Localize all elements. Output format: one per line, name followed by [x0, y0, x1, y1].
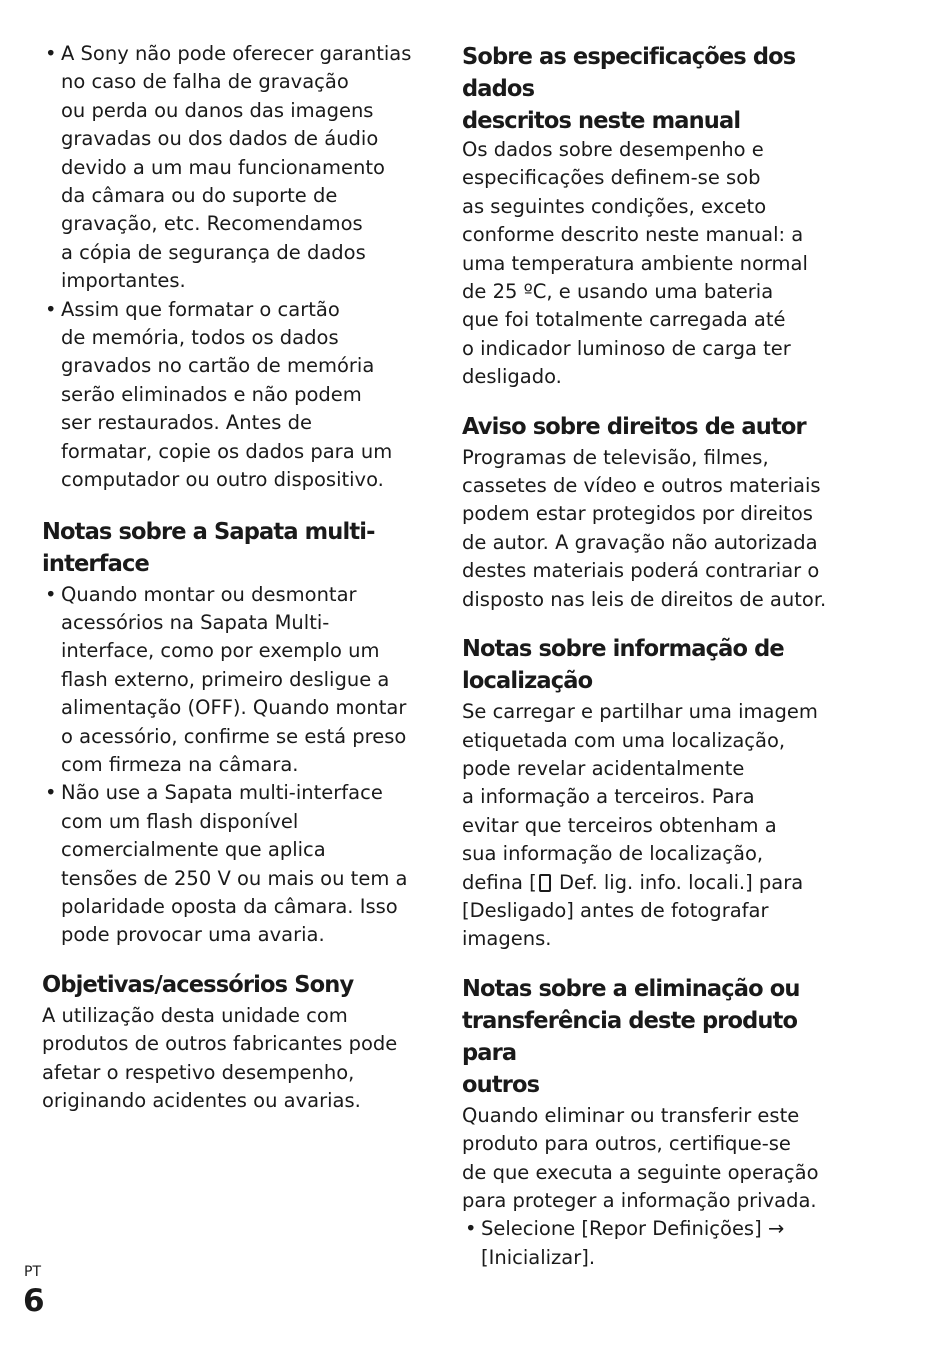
section-localizacao	[462, 632, 842, 954]
text-before-icon: Se carregar e partilhar uma imagem etiquetada com uma localização, pode revelar acidentalmente a informação a terceiros. Para evitar que terceiros obtenham a sua informação de localização, defina [	[462, 700, 818, 894]
section-heading: Notas sobre a Sapata multi- interface	[42, 516, 375, 577]
section-direitos	[462, 410, 842, 614]
bullet-text: Não use a Sapata multi-interface com um flash disponível comercialmente que aplica tensões de 250 V ou mais ou tem a polaridade oposta da câmara. Isso pode provocar uma avaria.	[61, 781, 408, 947]
section-text: Os dados sobre desempenho e especificações definem-se sob as seguintes condições, exceto conforme descrito neste manual: a uma temperatura ambiente normal de 25 ºC, e usando uma bateria que foi totalmente carregada até o indicador luminoso de carga ter desligado.	[462, 138, 808, 389]
section-text: Quando eliminar ou transferir este produto para outros, certifique-se de que executa a seguinte operação para proteger a informação privada.	[462, 1103, 819, 1212]
bullet-text: A Sony não pode oferecer garantias no caso de falha de gravação ou perda ou danos das imagens gravadas ou dos dados de áudio devido a um mau funcionamento da câmara ou do suporte de gravação, etc. Recomendamos a cópia de segurança de dados importantes.	[61, 42, 412, 293]
section-objetivas	[42, 968, 422, 1116]
section-text: Programas de televisão, filmes, cassetes de vídeo e outros materiais podem estar protegidos por direitos de autor. A gravação não autorizada destes materiais poderá contrariar o disposto nas leis de direitos de autor.	[462, 445, 827, 611]
list-item	[42, 296, 422, 495]
bullet-dot: •	[45, 297, 57, 321]
section-heading: Aviso sobre direitos de autor	[462, 411, 806, 440]
language-code: PT	[24, 1264, 41, 1280]
section-heading: Sobre as especificações dos dados descritos neste manual	[462, 42, 796, 134]
section-especificacoes	[462, 40, 842, 392]
section-heading: Objetivas/acessórios Sony	[42, 969, 354, 998]
bullet-dot: •	[45, 42, 57, 65]
bullet-dot: •	[465, 1217, 477, 1241]
section-heading: Notas sobre informação de localização	[462, 634, 784, 695]
list-item	[42, 40, 422, 296]
section-text: A utilização desta unidade com produtos de outros fabricantes pode afetar o respetivo desempenho, originando acidentes ou avarias.	[42, 1003, 398, 1112]
section-sapata	[42, 515, 422, 950]
list-item	[42, 581, 422, 780]
page-number: 6	[23, 1283, 45, 1319]
bullet-text: Quando montar ou desmontar acessórios na Sapata Multi- interface, como por exemplo um flash externo, primeiro desligue a alimentação (OFF). Quando montar o acessório, confirme se está preso com firmeza na câmara.	[61, 582, 407, 776]
list-item	[42, 779, 422, 949]
smartphone-icon	[539, 874, 551, 892]
text-after-icon: Def. lig. info. locali.] para [Desligado] antes de fotografar imagens.	[462, 870, 804, 951]
section-text	[462, 698, 842, 954]
bullet-dot: •	[45, 781, 57, 805]
list-item	[462, 1215, 842, 1272]
bullet-dot: •	[45, 582, 57, 606]
left-column	[42, 40, 422, 1115]
bullet-text: Assim que formatar o cartão de memória, todos os dados gravados no cartão de memória serão eliminados e não podem ser restaurados. Antes de formatar, copie os dados para um computador ou outro dispositivo.	[61, 297, 393, 492]
section-eliminacao	[462, 972, 842, 1272]
right-column	[462, 40, 842, 1272]
section-heading: Notas sobre a eliminação ou transferência deste produto para outros	[462, 973, 800, 1098]
bullet-text: Selecione [Repor Definições] → [Inicializar].	[481, 1217, 785, 1269]
